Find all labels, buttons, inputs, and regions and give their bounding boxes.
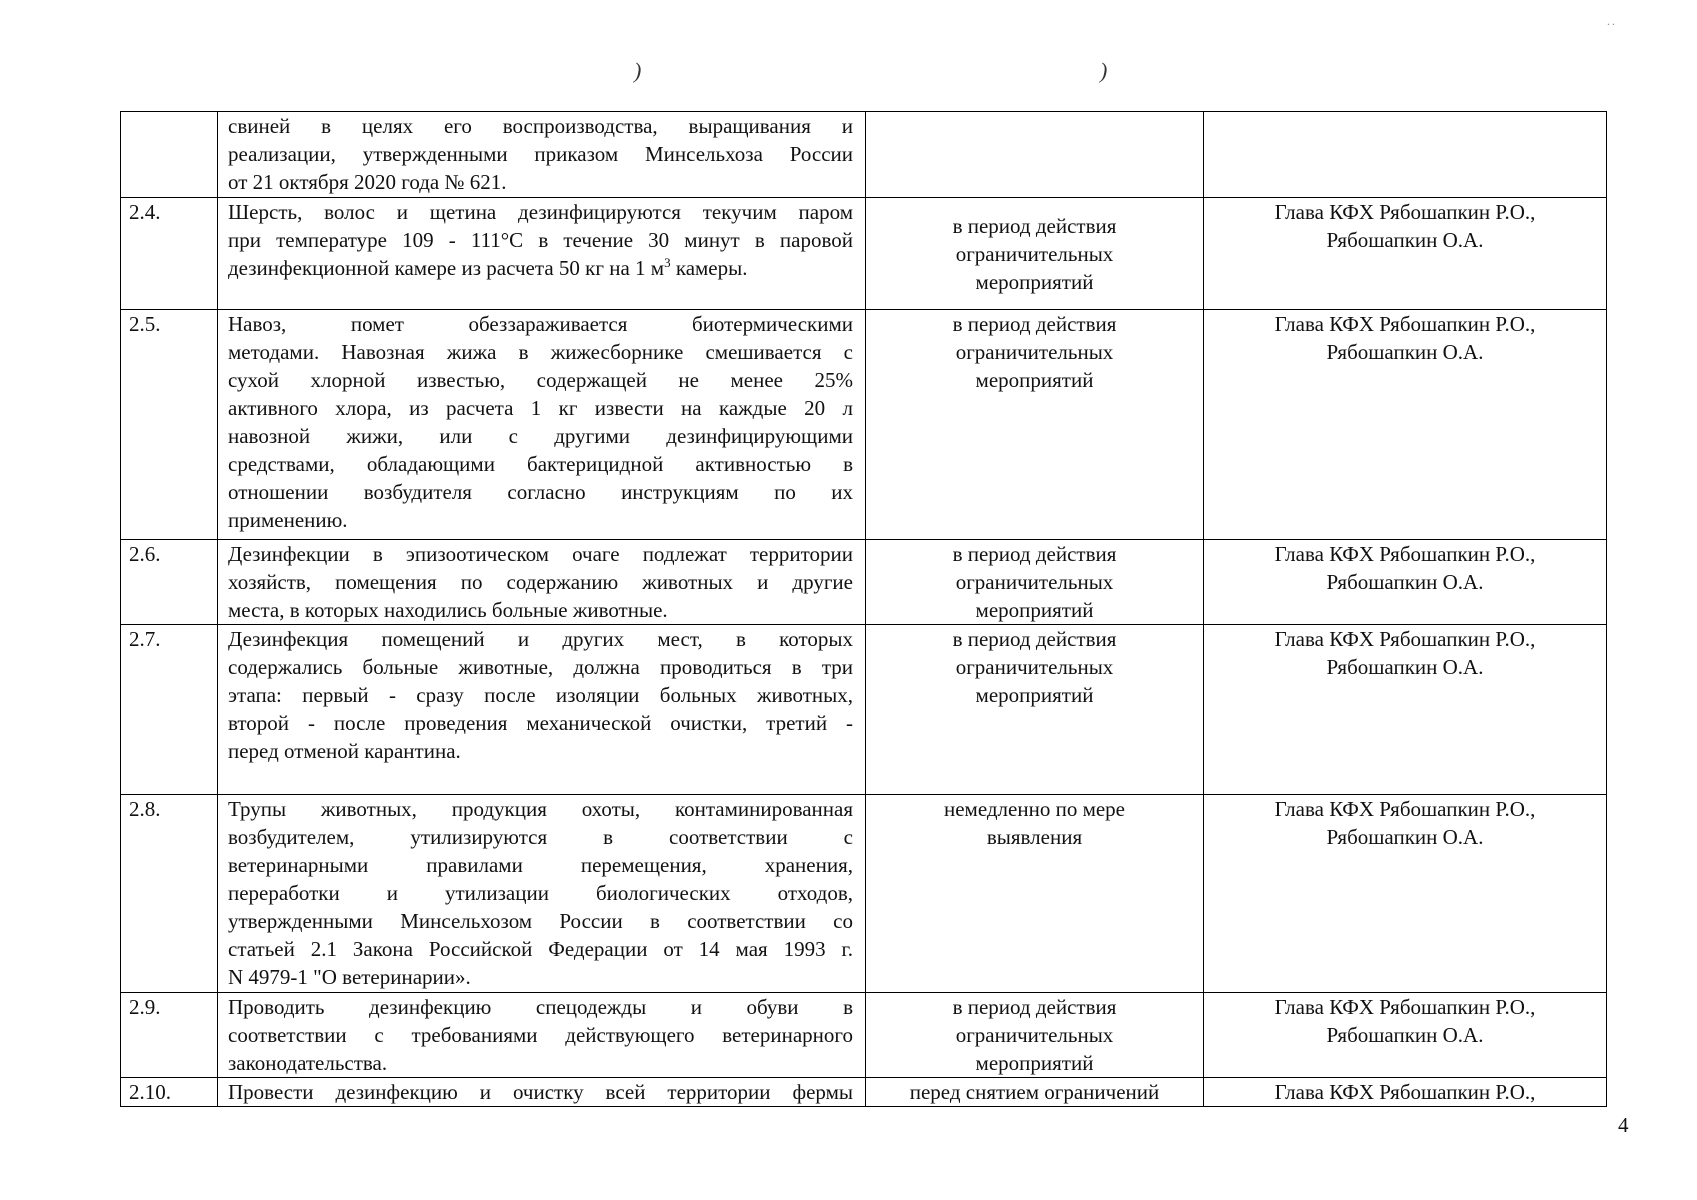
text-line: переработки и утилизации биологических отходов, [228, 881, 853, 905]
term-line: в период действия [952, 542, 1117, 566]
term-line: ограничительных [955, 1023, 1114, 1047]
text-line: Трупы животных, продукция охоты, контаминированная [228, 797, 853, 821]
table-row [121, 795, 1607, 993]
term-cell [866, 993, 1204, 1078]
term-line: мероприятий [975, 368, 1094, 392]
term-line: мероприятий [975, 683, 1094, 707]
term-line: мероприятий [975, 270, 1094, 294]
measure-text [218, 112, 866, 198]
table-row [121, 112, 1607, 198]
term-line: в период действия [952, 214, 1117, 238]
term-line: мероприятий [975, 1051, 1094, 1075]
text-line: N 4979-1 "О ветеринарии». [228, 965, 471, 989]
row-number: 2.7. [121, 625, 218, 795]
row-number: 2.8. [121, 795, 218, 993]
text-line: Дезинфекция помещений и других мест, в которых [228, 627, 853, 651]
responsible-cell [1204, 1078, 1607, 1107]
responsible-line: Глава КФХ Рябошапкин Р.О., [1274, 542, 1536, 566]
measure-text [218, 540, 866, 625]
term-cell [866, 198, 1204, 310]
responsible-cell [1204, 993, 1607, 1078]
responsible-line: Глава КФХ Рябошапкин Р.О., [1274, 312, 1536, 336]
table-row [121, 625, 1607, 795]
term-cell [866, 795, 1204, 993]
scan-mark-right: ) [1100, 58, 1108, 83]
responsible-line: Глава КФХ Рябошапкин Р.О., [1274, 200, 1536, 224]
term-line: в период действия [952, 995, 1117, 1019]
text-line: отношении возбудителя согласно инструкциям по их [228, 480, 853, 504]
responsible-line: Глава КФХ Рябошапкин Р.О., [1274, 1080, 1536, 1104]
text-line: методами. Навозная жижа в жижесборнике смешивается с [228, 340, 853, 364]
text-line: содержались больные животные, должна проводиться в три [228, 655, 853, 679]
text-line: от 21 октября 2020 года № 621. [228, 170, 507, 194]
measure-text [218, 625, 866, 795]
text-line: места, в которых находились больные животные. [228, 598, 668, 622]
row-number: 2.4. [121, 198, 218, 310]
text-line: законодательства. [228, 1051, 388, 1075]
term-cell [866, 540, 1204, 625]
row-number: 2.6. [121, 540, 218, 625]
superscript: 3 [664, 255, 671, 270]
responsible-cell [1204, 795, 1607, 993]
term-line: немедленно по мере [943, 797, 1126, 821]
responsible-line: Глава КФХ Рябошапкин Р.О., [1274, 797, 1536, 821]
responsible-cell [1204, 198, 1607, 310]
measures-table [120, 111, 1607, 1107]
responsible-cell [1204, 310, 1607, 540]
row-number: 2.9. [121, 993, 218, 1078]
responsible-line: Рябошапкин О.А. [1326, 825, 1484, 849]
term-line: ограничительных [955, 340, 1114, 364]
text-line: свиней в целях его воспроизводства, выращивания и [228, 114, 853, 138]
text-line: активного хлора, из расчета 1 кг извести на каждые 20 л [228, 396, 853, 420]
text-fragment: дезинфекционной камере из расчета 50 кг на 1 м [228, 256, 665, 280]
text-line: Проводить дезинфекцию спецодежды и обуви в [228, 995, 853, 1019]
text-line: утвержденными Минсельхозом России в соответствии со [228, 909, 853, 933]
table-row [121, 1078, 1607, 1107]
text-line: ветеринарными правилами перемещения, хранения, [228, 853, 853, 877]
text-line: Шерсть, волос и щетина дезинфицируются текучим паром [228, 200, 853, 224]
responsible-line: Рябошапкин О.А. [1326, 570, 1484, 594]
text-fragment: камеры. [675, 256, 748, 280]
text-line [228, 254, 853, 282]
responsible-cell [1204, 625, 1607, 795]
page-number: 4 [1618, 1113, 1629, 1137]
measure-text [218, 310, 866, 540]
text-line: хозяйств, помещения по содержанию животных и другие [228, 570, 853, 594]
term-cell [866, 112, 1204, 198]
measure-text [218, 993, 866, 1078]
term-line: в период действия [952, 312, 1117, 336]
term-line: перед снятием ограничений [909, 1080, 1160, 1104]
text-line: перед отменой карантина. [228, 739, 461, 763]
table-row [121, 993, 1607, 1078]
term-line: выявления [986, 825, 1083, 849]
responsible-line: Рябошапкин О.А. [1326, 655, 1484, 679]
measure-text [218, 198, 866, 310]
text-line: применению. [228, 508, 348, 532]
responsible-line: Рябошапкин О.А. [1326, 1023, 1484, 1047]
text-line: Провести дезинфекцию и очистку всей территории фермы [228, 1080, 853, 1104]
text-line: сухой хлорной известью, содержащей не менее 25% [228, 368, 853, 392]
term-cell [866, 1078, 1204, 1107]
measure-text [218, 1078, 866, 1107]
term-line: ограничительных [955, 570, 1114, 594]
table-row [121, 540, 1607, 625]
term-line: ограничительных [955, 242, 1114, 266]
text-line: статьей 2.1 Закона Российской Федерации от 14 мая 1993 г. [228, 937, 853, 961]
text-line: навозной жижи, или с другими дезинфицирующими [228, 424, 853, 448]
table-row [121, 310, 1607, 540]
term-cell [866, 310, 1204, 540]
text-line: Дезинфекции в эпизоотическом очаге подлежат территории [228, 542, 853, 566]
responsible-line: Рябошапкин О.А. [1326, 340, 1484, 364]
responsible-cell [1204, 540, 1607, 625]
text-line: Навоз, помет обеззараживается биотермическими [228, 312, 853, 336]
text-line: второй - после проведения механической очистки, третий - [228, 711, 853, 735]
responsible-cell [1204, 112, 1607, 198]
text-line: соответствии с требованиями действующего ветеринарного [228, 1023, 853, 1047]
scan-mark-left: ) [634, 58, 642, 83]
text-line: средствами, обладающими бактерицидной активностью в [228, 452, 853, 476]
term-line: ограничительных [955, 655, 1114, 679]
row-number [121, 112, 218, 198]
scan-corner-dots: .. [1607, 14, 1617, 28]
table-row [121, 198, 1607, 310]
row-number: 2.10. [121, 1078, 218, 1107]
term-line: в период действия [952, 627, 1117, 651]
text-line: этапа: первый - сразу после изоляции больных животных, [228, 683, 853, 707]
text-line: реализации, утвержденными приказом Минсельхоза России [228, 142, 853, 166]
responsible-line: Глава КФХ Рябошапкин Р.О., [1274, 995, 1536, 1019]
term-cell [866, 625, 1204, 795]
row-number: 2.5. [121, 310, 218, 540]
responsible-line: Рябошапкин О.А. [1326, 228, 1484, 252]
text-line: при температуре 109 - 111°С в течение 30 минут в паровой [228, 228, 853, 252]
measure-text [218, 795, 866, 993]
responsible-line: Глава КФХ Рябошапкин Р.О., [1274, 627, 1536, 651]
term-line: мероприятий [975, 598, 1094, 622]
text-line: возбудителем, утилизируются в соответствии с [228, 825, 853, 849]
